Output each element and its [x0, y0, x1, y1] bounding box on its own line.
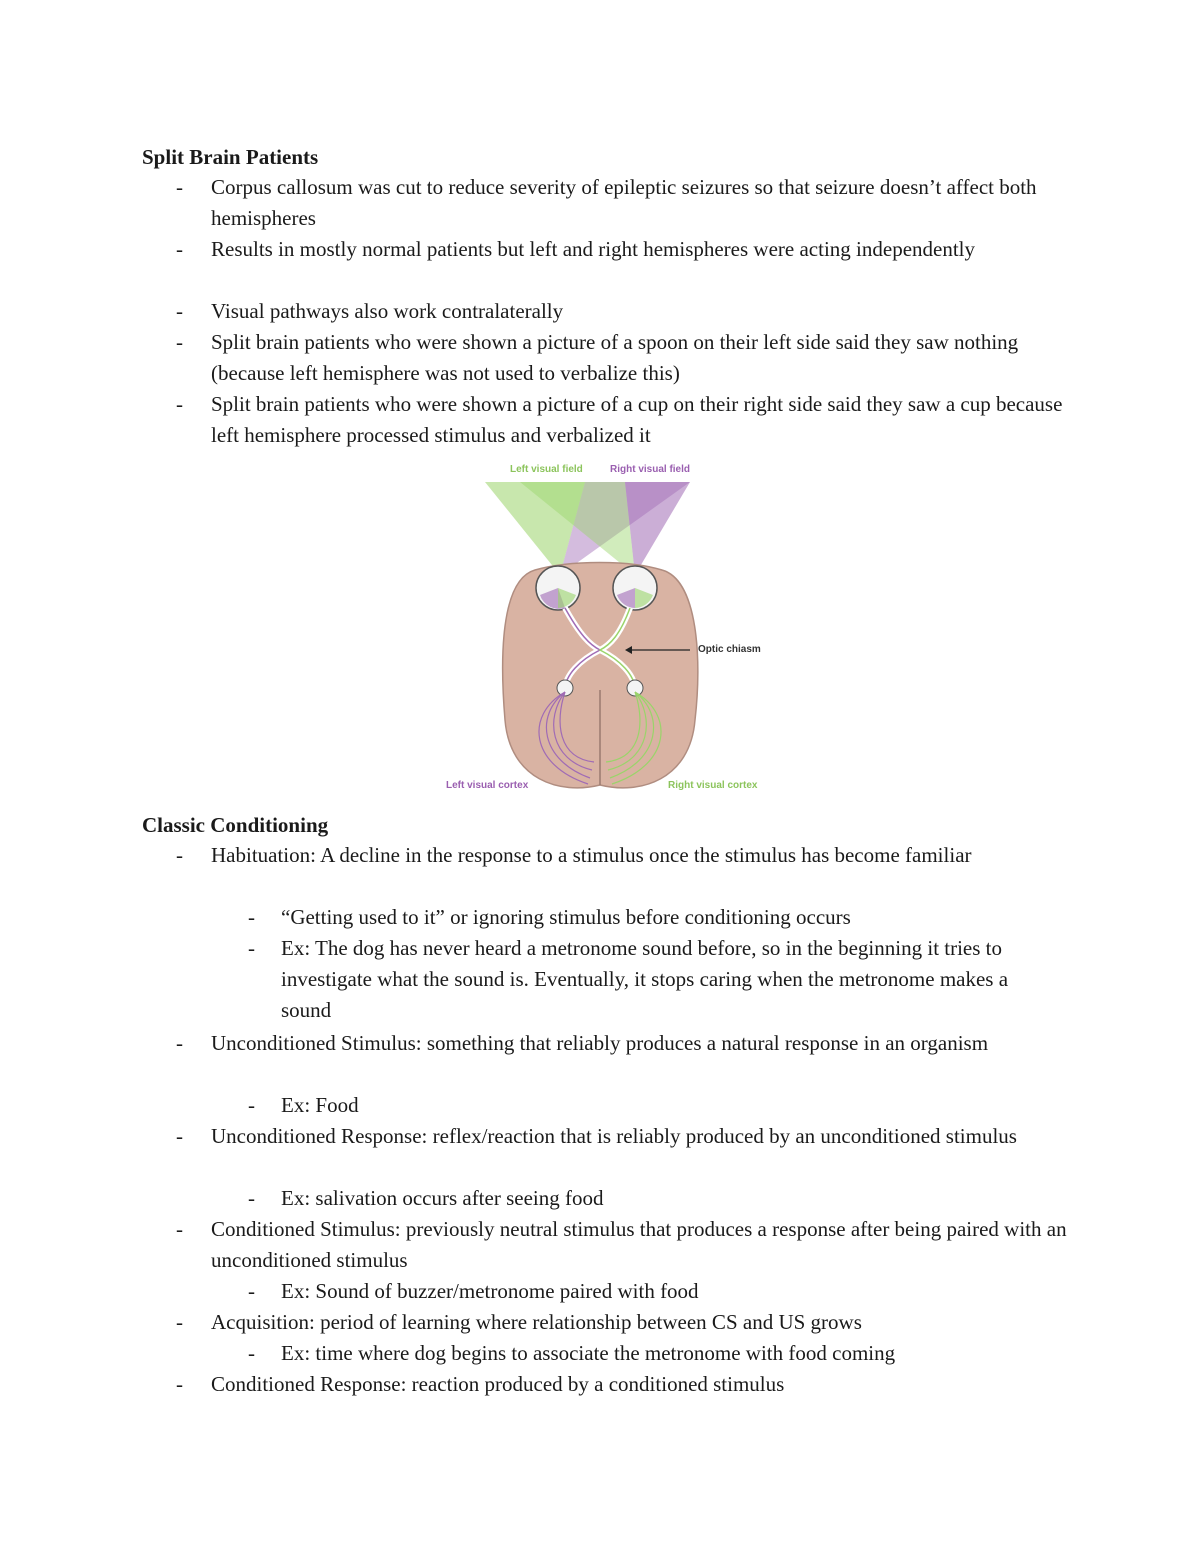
- section-heading-split-brain: Split Brain Patients: [142, 145, 319, 169]
- left-field-label: Left visual field: [510, 464, 583, 475]
- visual-pathway-diagram: [440, 460, 770, 800]
- brain-diagram-svg: [440, 460, 770, 800]
- sub-list-item: - “Getting used to it” or ignoring stimulus before conditioning occurs: [248, 905, 851, 929]
- right-cortex-label: Right visual cortex: [668, 780, 758, 791]
- list-item: - Visual pathways also work contralaterally: [176, 299, 564, 323]
- list-item: - Unconditioned Stimulus: something that reliably produces a natural response in an organism: [176, 1031, 989, 1055]
- list-item: - Conditioned Stimulus: previously neutral stimulus that produces a response after being paired with an unconditioned stimulus: [176, 1217, 1067, 1272]
- list-item: - Results in mostly normal patients but left and right hemispheres were acting independently: [176, 237, 975, 261]
- list-item: - Unconditioned Response: reflex/reaction that is reliably produced by an unconditioned stimulus: [176, 1124, 1017, 1148]
- right-field-cone-purple: [625, 482, 690, 575]
- sub-list-item: - Ex: Sound of buzzer/metronome paired with food: [248, 1279, 699, 1303]
- right-field-label: Right visual field: [610, 464, 691, 475]
- optic-chiasm-label: Optic chiasm: [698, 644, 761, 655]
- list-item: - Split brain patients who were shown a picture of a spoon on their left side said they saw nothing (because left hemisphere was not used to verbalize this): [176, 330, 1019, 385]
- left-cortex-label: Left visual cortex: [446, 780, 529, 791]
- list-item: - Split brain patients who were shown a picture of a cup on their right side said they saw a cup because left hemisphere processed stimulus and verbalized it: [176, 392, 1063, 447]
- sub-list-item: - Ex: Food: [248, 1093, 359, 1117]
- section-heading-classic-conditioning: Classic Conditioning: [142, 813, 329, 837]
- sub-list-item: - Ex: The dog has never heard a metronome sound before, so in the beginning it tries to investigate what the sound is. Eventually, it stops caring when the metronome makes a sound: [248, 936, 1009, 1022]
- list-item: - Habituation: A decline in the response to a stimulus once the stimulus has become familiar: [176, 843, 972, 867]
- list-item: - Acquisition: period of learning where relationship between CS and US grows: [176, 1310, 862, 1334]
- sub-list-item: - Ex: time where dog begins to associate the metronome with food coming: [248, 1341, 896, 1365]
- list-item: - Corpus callosum was cut to reduce severity of epileptic seizures so that seizure doesn’t affect both hemispheres: [176, 175, 1037, 230]
- list-item: - Conditioned Response: reaction produced by a conditioned stimulus: [176, 1372, 785, 1396]
- sub-list-item: - Ex: salivation occurs after seeing food: [248, 1186, 604, 1210]
